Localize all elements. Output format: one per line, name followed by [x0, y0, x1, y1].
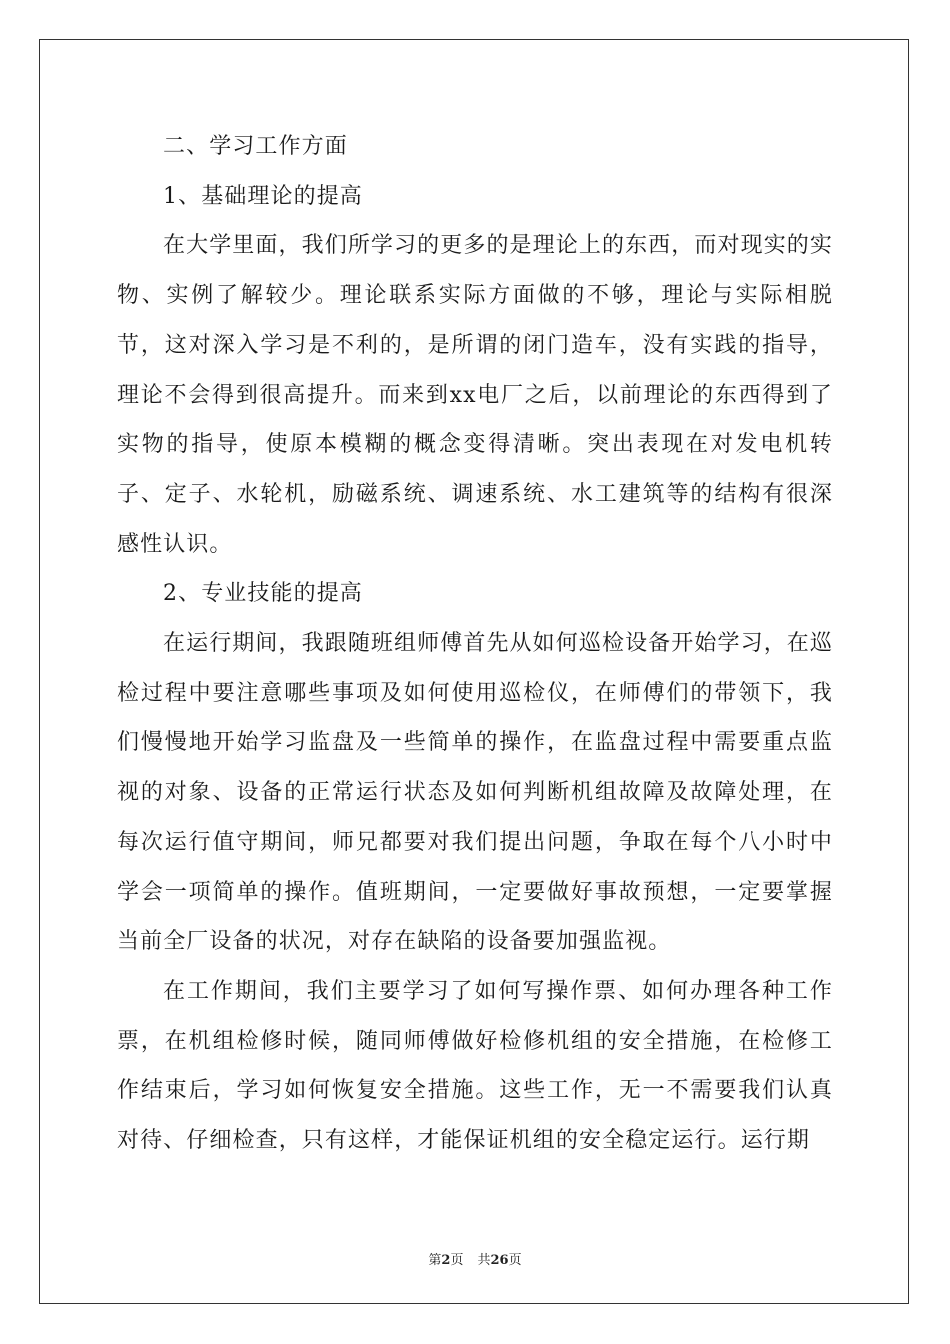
section-heading: 二、学习工作方面: [163, 134, 348, 159]
page-footer: [0, 1249, 950, 1268]
page-total: 26: [490, 1253, 509, 1268]
body-paragraph: 在大学里面，我们所学习的更多的是理论上的东西，而对现实的实物、实例了解较少。理论联系实际方面做的不够，理论与实际相脱节，这对深入学习是不利的，是所谓的闭门造车，没有实践的指导，理论不会得到很高提升。而来到xx电厂之后，以前理论的东西得到了实物的指导，使原本模糊的概念变得清晰。突出表现在对发电机转子、定子、水轮机，励磁系统、调速系统、水工建筑等的结构有很深感性认识。: [117, 233, 833, 557]
page-prefix: 第: [428, 1253, 442, 1268]
page-current: 2: [441, 1253, 451, 1268]
document-body: [117, 122, 833, 1166]
page-suffix: 页: [450, 1253, 464, 1268]
subsection-heading: 1、基础理论的提高: [163, 183, 363, 209]
subsection-heading: 2、专业技能的提高: [163, 581, 363, 607]
total-prefix: 共: [477, 1253, 491, 1268]
body-paragraph: 在工作期间，我们主要学习了如何写操作票、如何办理各种工作票，在机组检修时候，随同师傅做好检修机组的安全措施，在检修工作结束后，学习如何恢复安全措施。这些工作，无一不需要我们认真对待、仔细检查，只有这样，才能保证机组的安全稳定运行。运行期: [117, 978, 833, 1154]
body-paragraph: 在运行期间，我跟随班组师傅首先从如何巡检设备开始学习，在巡检过程中要注意哪些事项及如何使用巡检仪，在师傅们的带领下，我们慢慢地开始学习监盘及一些简单的操作，在监盘过程中需要重点监视的对象、设备的正常运行状态及如何判断机组故障及故障处理，在每次运行值守期间，师兄都要对我们提出问题，争取在每个八小时中学会一项简单的操作。值班期间，一定要做好事故预想，一定要掌握当前全厂设备的状况，对存在缺陷的设备要加强监视。: [117, 631, 833, 955]
total-suffix: 页: [508, 1253, 522, 1268]
